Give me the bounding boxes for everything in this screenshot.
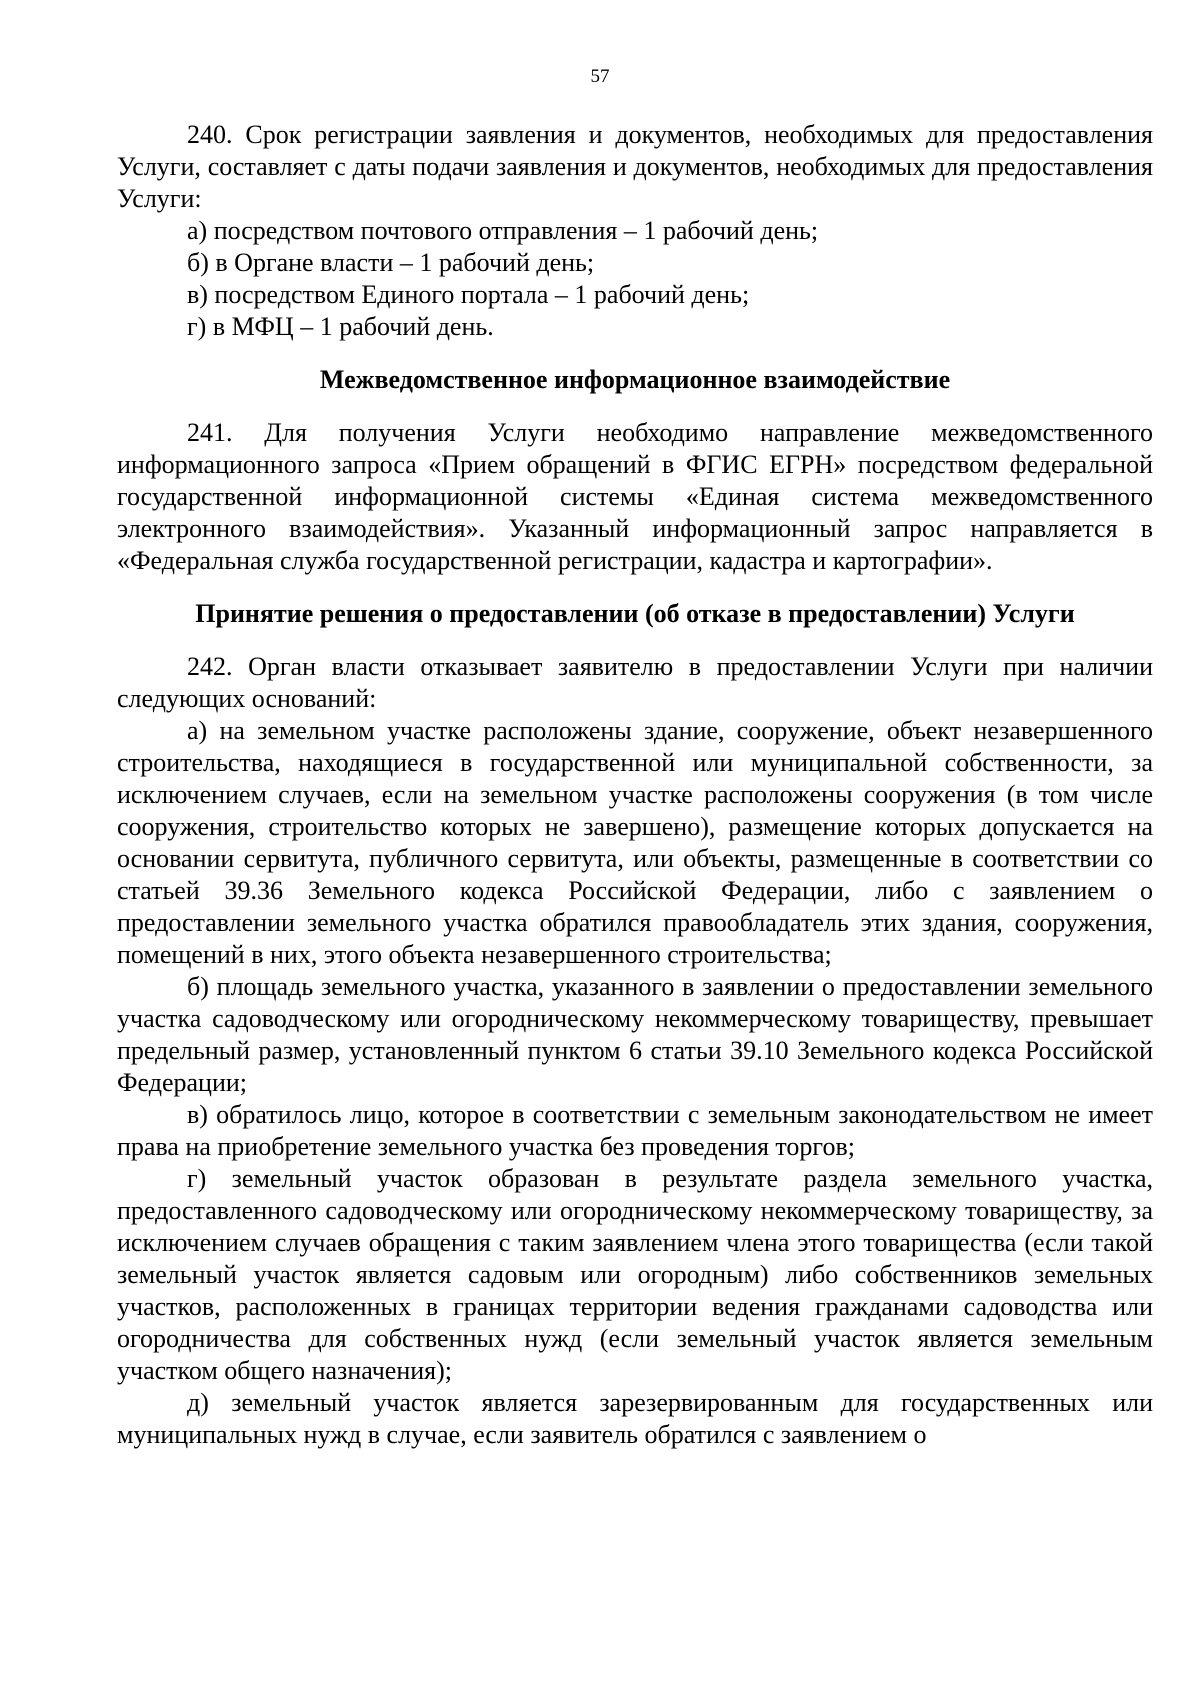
- document-body: [117, 119, 1153, 1451]
- list-item-240-b: б) в Органе власти – 1 рабочий день;: [187, 248, 595, 277]
- list-item-242-a: а) на земельном участке расположены здание, сооружение, объект незавершенного строительства, находящиеся в государственной или муниципальной собственности, за исключением случаев, если на земельном участке расположены сооружения (в том числе сооружения, строительство которых не завершено), размещение которых допускается на основании сервитута, публичного сервитута, или объекты, размещенные в соответствии со статьей 39.36 Земельного кодекса Российской Федерации, либо с заявлением о предоставлении земельного участка обратился правообладатель этих здания, сооружения, помещений в них, этого объекта незавершенного строительства;: [117, 716, 1153, 969]
- list-item-240-g: г) в МФЦ – 1 рабочий день.: [187, 312, 494, 341]
- section-heading-decision: Принятие решения о предоставлении (об отказе в предоставлении) Услуги: [195, 599, 1075, 628]
- list-item-242-d: д) земельный участок является зарезервированным для государственных или муниципальных нужд в случае, если заявитель обратился с заявлением о: [117, 1388, 1153, 1449]
- section-heading-interagency: Межведомственное информационное взаимодействие: [319, 365, 951, 394]
- list-item-242-v: в) обратилось лицо, которое в соответствии с земельным законодательством не имеет права на приобретение земельного участка без проведения торгов;: [117, 1100, 1153, 1161]
- list-item-242-g: г) земельный участок образован в результате раздела земельного участка, предоставленного садоводческому или огородническому некоммерческому товариществу, за исключением случаев обращения с таким заявлением члена этого товарищества (если такой земельный участок является садовым или огородным) либо собственников земельных участков, расположенных в границах территории ведения гражданами садоводства или огородничества для собственных нужд (если земельный участок является земельным участком общего назначения);: [117, 1164, 1153, 1385]
- list-item-240-a: а) посредством почтового отправления – 1 рабочий день;: [187, 216, 819, 245]
- paragraph-241: 241. Для получения Услуги необходимо направление межведомственного информационного запроса «Прием обращений в ФГИС ЕГРН» посредством федеральной государственной информационной системы «Единая система межведомственного электронного взаимодействия». Указанный информационный запрос направляется в «Федеральная служба государственной регистрации, кадастра и картографии».: [117, 418, 1153, 575]
- list-item-240-v: в) посредством Единого портала – 1 рабочий день;: [187, 280, 750, 309]
- page-number: 57: [590, 66, 610, 87]
- paragraph-240: 240. Срок регистрации заявления и документов, необходимых для предоставления Услуги, составляет с даты подачи заявления и документов, необходимых для предоставления Услуги:: [117, 120, 1153, 213]
- list-item-242-b: б) площадь земельного участка, указанного в заявлении о предоставлении земельного участка садоводческому или огородническому некоммерческому товариществу, превышает предельный размер, установленный пунктом 6 статьи 39.10 Земельного кодекса Российской Федерации;: [117, 972, 1153, 1097]
- paragraph-242: 242. Орган власти отказывает заявителю в предоставлении Услуги при наличии следующих оснований:: [117, 652, 1153, 713]
